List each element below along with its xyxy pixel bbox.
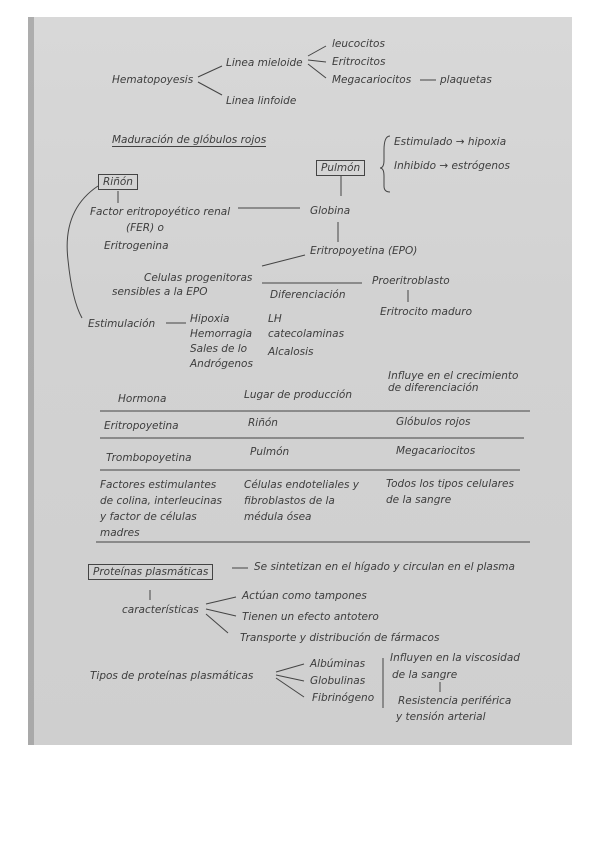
caracteristicas-label: características — [122, 604, 199, 616]
celulas-line-1: Celulas progenitoras — [144, 272, 253, 284]
plaquetas-label: plaquetas — [440, 74, 492, 86]
proteinas-title-box: Proteínas plasmáticas — [88, 564, 213, 580]
estimulo-hipoxia: Hipoxia — [190, 313, 230, 325]
estimulo-lh: LH — [268, 313, 282, 325]
megacariocitos-label: Megacariocitos — [332, 74, 412, 86]
caract-item-3: Transporte y distribución de fármacos — [240, 632, 440, 644]
proeritroblasto-label: Proeritroblasto — [372, 275, 450, 287]
eritrocito-maduro-label: Eritrocito maduro — [380, 306, 473, 318]
factor-line-3: Eritrogenina — [104, 240, 169, 252]
table-cell-hormona-1: Eritropoyetina — [104, 420, 179, 432]
caract-item-1: Actúan como tampones — [242, 590, 367, 602]
sintetizan-label: Se sintetizan en el hígado y circulan en el plasma — [254, 561, 515, 573]
tipo-globulinas: Globulinas — [310, 675, 366, 687]
influyen-line-1: Influyen en la viscosidad — [390, 652, 520, 664]
pulmon-box: Pulmón — [316, 160, 365, 176]
resistencia-line-1: Resistencia periférica — [398, 695, 512, 707]
table-cell-influye-1: Glóbulos rojos — [396, 416, 471, 428]
hematopoyesis-label: Hematopoyesis — [112, 74, 194, 86]
table-cell-hormona-2: Trombopoyetina — [106, 452, 192, 464]
diferenciacion-label: Diferenciación — [270, 289, 346, 301]
celulas-line-2: sensibles a la EPO — [112, 286, 208, 298]
tipo-albuminas: Albúminas — [310, 658, 366, 670]
caract-item-2: Tienen un efecto antotero — [242, 611, 379, 623]
estimulo-sales: Sales de lo — [190, 343, 248, 355]
linea-linfoide-label: Linea linfoide — [226, 95, 297, 107]
table-header-lugar: Lugar de producción — [244, 389, 352, 401]
inhibido-label: Inhibido → estrógenos — [394, 160, 510, 172]
factor-line-2: (FER) o — [126, 222, 164, 234]
table-cell-lugar-2: Pulmón — [250, 446, 290, 458]
estimulo-hemorragia: Hemorragia — [190, 328, 253, 340]
table-cell-hormona-3: Factores estimulantes de colina, interleucinas y factor de células madres — [100, 479, 223, 539]
table-cell-influye-3: Todos los tipos celulares de la sangre — [386, 478, 514, 506]
estimulado-label: Estimulado → hipoxia — [394, 136, 507, 148]
table-cell-lugar-1: Riñón — [248, 417, 278, 429]
linea-mieloide-label: Linea mieloide — [226, 57, 303, 69]
rinon-box: Riñón — [98, 174, 138, 190]
leucocitos-label: leucocitos — [332, 38, 385, 50]
estimulo-androgenos: Andrógenos — [190, 358, 253, 370]
epo-label: Eritropoyetina (EPO) — [310, 245, 418, 257]
factor-line-1: Factor eritropoyético renal — [90, 206, 231, 218]
estimulacion-label: Estimulación — [88, 318, 156, 330]
globina-label: Globina — [310, 205, 351, 217]
maduracion-title: Maduración de glóbulos rojos — [112, 134, 267, 146]
table-header-influye: Influye en el crecimiento de diferenciación — [388, 370, 519, 394]
tipo-fibrinogeno: Fibrinógeno — [312, 692, 375, 704]
table-cell-lugar-3: Células endoteliales y fibroblastos de la médula ósea — [244, 479, 359, 523]
eritrocitos-label: Eritrocitos — [332, 56, 386, 68]
influyen-line-2: de la sangre — [392, 669, 458, 681]
tipos-label: Tipos de proteínas plasmáticas — [90, 670, 254, 682]
resistencia-line-2: y tensión arterial — [396, 711, 486, 723]
estimulo-alcalosis: Alcalosis — [268, 346, 314, 358]
estimulo-catecolaminas: catecolaminas — [268, 328, 345, 340]
table-cell-influye-2: Megacariocitos — [396, 445, 476, 457]
table-header-hormona: Hormona — [118, 393, 167, 405]
